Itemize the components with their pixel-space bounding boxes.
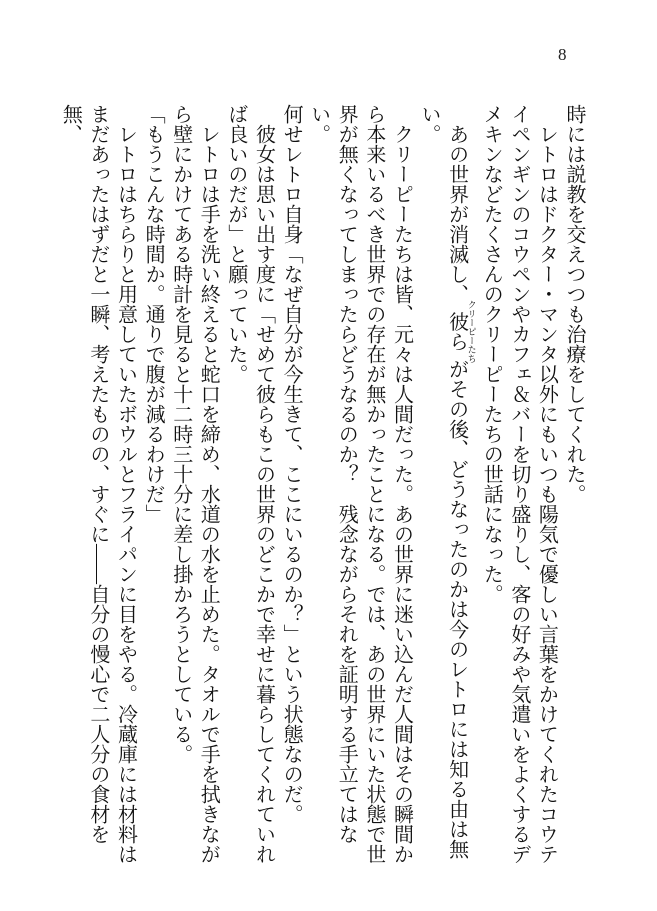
ruby-annotation [445, 300, 477, 363]
ruby-base: 彼ら [445, 300, 468, 363]
body-text [56, 104, 587, 866]
page-number: 8 [558, 45, 567, 64]
ruby-text: クリーピーたち [466, 300, 477, 363]
paragraph-3 [414, 104, 476, 866]
paragraph-5: 何せレトロ自身「なぜ自分が今生きて、ここにいるのか？」という状態なのだ。 [280, 104, 303, 824]
paragraph-3-pre: あの世界が消滅し、 [445, 124, 468, 304]
paragraph-4: クリーピーたちは皆、元々は人間だった。あの世界に迷い込んだ人間はその瞬間から本来いるべき世界での存在が無かったことになる。では、あの世界にいた状態で世界が無くなってしまったらどうなるのか？ 残念ながらそれを証明する手立てはない。 [307, 104, 413, 864]
paragraph-3-post: がその後、どうなったのかは今のレトロには知る由は無い。 [418, 104, 468, 859]
paragraph-8: 「もうこんな時間か。通りで腹が減るわけだ」 [142, 104, 165, 524]
paragraph-1: 時には説教を交えつつも治療をしてくれた。 [563, 104, 585, 504]
paragraph-2: レトロはドクター・マンタ以外にもいつも陽気で優しい言葉をかけてくれたコウテイペンギンのコウペンやカフェ＆バーを切り盛りし、客の好みや気遣いをよくするデメキンなどたくさんのクリーピーたちの世話になった。 [480, 104, 558, 864]
paragraph-7: レトロは手を洗い終えると蛇口を締め、水道の水を止めた。タオルで手を拭きながら壁にかけてある時計を見ると十二時三十分に差し掛かろうとしている。 [169, 104, 220, 864]
paragraph-9: レトロはちらりと用意していたボウルとフライパンに目をやる。冷蔵庫には材料はまだあったはずだと一瞬、考えたものの、すぐに――自分の慢心で二人分の食材を無、 [59, 104, 137, 864]
paragraph-6: 彼女は思い出す度に「せめて彼らもこの世界のどこかで幸せに暮らしてくれていれば良いのだが」と願っていた。 [224, 104, 275, 864]
